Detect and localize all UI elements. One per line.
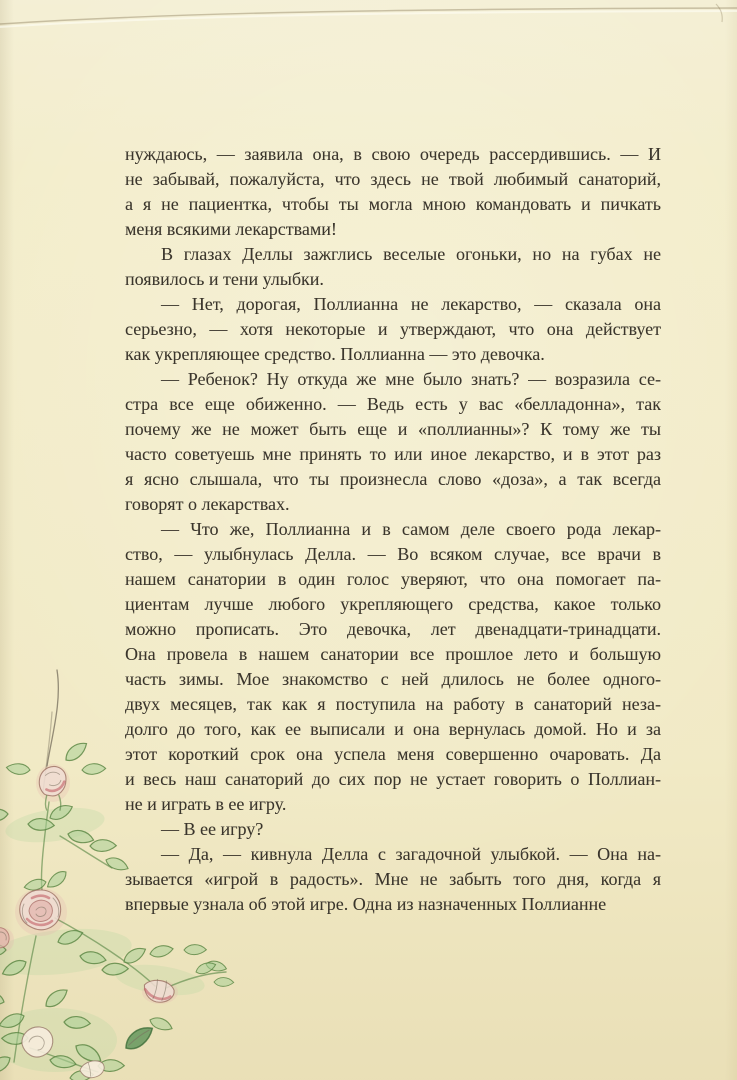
text-line: появилось и тени улыбки. [125,269,324,289]
text-line: не и играть в ее игру. [125,794,287,814]
text-line: часть зимы. Мое знакомство с ней длилось не более одного- [125,669,661,689]
text-line: этот короткий срок она успела меня совершенно очаровать. Да [125,744,661,764]
paragraph [125,292,661,367]
rose-blossom-pale [22,1027,53,1057]
paragraph [125,242,661,292]
dark-leaf [121,1024,157,1053]
paragraph [125,842,661,917]
text-line: я ясно слышала, что ты произнесла слово «доза», а так всегда [125,469,661,489]
text-line: как укрепляющее средство. Поллианна — это девочка. [125,344,545,364]
text-line: нашем санатории в один голос уверяют, что она помогает па- [125,569,661,589]
text-line: почему же не может быть еще и «поллианны»? К тому же ты [125,419,661,439]
text-line: — Ребенок? Ну откуда же мне было знать? — возразила се- [161,369,661,389]
text-line: можно прописать. Это девочка, лет двенадцати-тринадцати. [125,619,661,639]
text-line: — В ее игру? [161,819,264,839]
text-line: стра все еще обиженно. — Ведь есть у вас «белладонна», так [125,394,661,414]
text-line: не забывай, пожалуйста, что здесь не твой любимый санаторий, [125,169,661,189]
text-line: часто советуешь мне принять то или иное лекарство, и в этот раз [125,444,661,464]
text-line: зывается «игрой в радость». Мне не забыть того дня, когда я [125,869,661,889]
text-line: долго до того, как ее выписали и она вернулась домой. Но и за [125,719,661,739]
text-line: меня всякими лекарствами! [125,219,337,239]
text-line: впервые узнала об этой игре. Одна из назначенных Поллианне [125,894,607,914]
text-line: а я не пациентка, чтобы ты могла мною командовать и пичкать [125,194,661,214]
text-line: нуждаюсь, — заявила она, в свою очередь рассердившись. — И [125,144,661,164]
paragraph [125,517,661,817]
text-line: ство, — улыбнулась Делла. — Во всяком случае, все врачи в [125,544,661,564]
rose-blossom-large [20,890,61,930]
text-line: двух месяцев, так как я поступила на работу в санаторий неза- [125,694,661,714]
text-line: Она провела в нашем санатории все прошлое лето и большую [125,644,661,664]
text-line: — Да, — кивнула Делла с загадочной улыбкой. — Она на- [161,844,661,864]
paragraph [125,367,661,517]
text-line: — Что же, Поллианна и в самом деле своего рода лекар- [161,519,661,539]
text-line: — Нет, дорогая, Поллианна не лекарство, — сказала она [161,294,661,314]
text-line: циентам лучше любого укрепляющего средства, какое только [125,594,661,614]
text-line: В глазах Деллы зажглись веселые огоньки, но на губах не [161,244,661,264]
paper-crease-line [0,0,737,40]
text-line: говорят о лекарствах. [125,494,290,514]
text-line: и весь наш санаторий до сих пор не устает говорить о Поллиан- [125,769,661,789]
page-text [125,142,661,917]
paragraph [125,142,661,242]
text-line: серьезно, — хотя некоторые и утверждают, что она действует [125,319,661,339]
paragraph [125,817,661,842]
